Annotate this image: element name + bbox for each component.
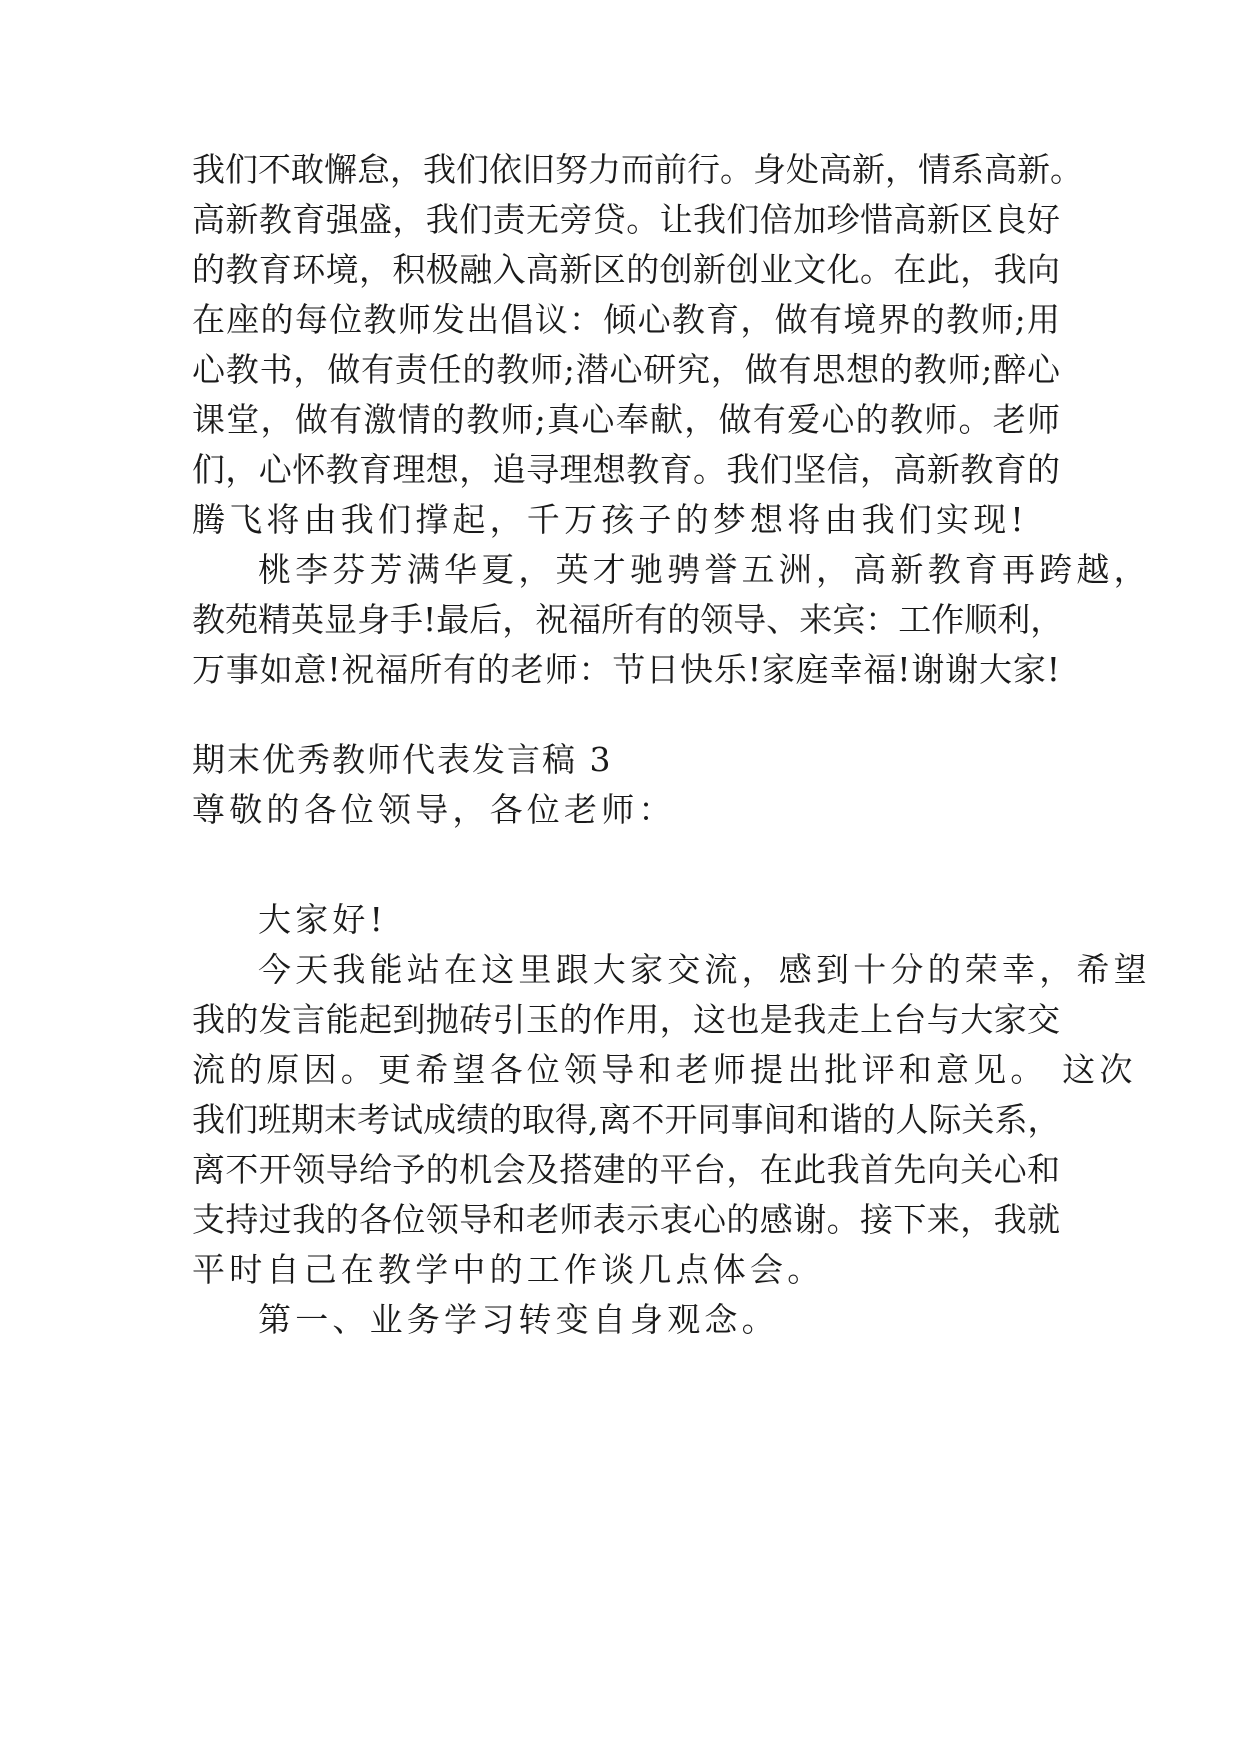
paragraph-line: 万事如意!祝福所有的老师：节日快乐!家庭幸福!谢谢大家! [192, 650, 1060, 689]
paragraph-line: 流的原因。更希望各位领导和老师提出批评和意见。 这次 [192, 1050, 1137, 1089]
paragraph-line: 离不开领导给予的机会及搭建的平台，在此我首先向关心和 [192, 1150, 1060, 1189]
paragraph-line: 我们班期末考试成绩的取得,离不开同事间和谐的人际关系， [192, 1100, 1061, 1139]
greeting: 大家好! [258, 900, 388, 939]
paragraph-line: 心教书，做有责任的教师;潜心研究，做有思想的教师;醉心 [192, 350, 1060, 389]
paragraph-line: 在座的每位教师发出倡议：倾心教育，做有境界的教师;用 [192, 300, 1060, 339]
paragraph-line: 们，心怀教育理想，追寻理想教育。我们坚信，高新教育的 [192, 450, 1060, 489]
paragraph-line: 腾飞将由我们撑起，千万孩子的梦想将由我们实现! [192, 500, 1028, 539]
paragraph-line: 教苑精英显身手!最后，祝福所有的领导、来宾：工作顺利， [192, 600, 1064, 639]
paragraph-line: 的教育环境，积极融入高新区的创新创业文化。在此，我向 [192, 250, 1060, 289]
paragraph-line: 课堂，做有激情的教师;真心奉献，做有爱心的教师。老师 [192, 400, 1060, 439]
paragraph-line: 支持过我的各位领导和老师表示衷心的感谢。接下来，我就 [192, 1200, 1060, 1239]
paragraph-line: 桃李芬芳满华夏，英才驰骋誉五洲，高新教育再跨越， [258, 550, 1151, 589]
paragraph-line: 我的发言能起到抛砖引玉的作用，这也是我走上台与大家交 [192, 1000, 1060, 1039]
point-heading: 第一、业务学习转变自身观念。 [258, 1300, 779, 1339]
paragraph-line: 平时自己在教学中的工作谈几点体会。 [192, 1250, 825, 1289]
section-title: 期末优秀教师代表发言稿 3 [192, 740, 613, 779]
paragraph-line: 高新教育强盛，我们责无旁贷。让我们倍加珍惜高新区良好 [192, 200, 1060, 239]
salutation: 尊敬的各位领导，各位老师： [192, 790, 676, 829]
paragraph-line: 我们不敢懈怠，我们依旧努力而前行。身处高新，情系高新。 [192, 150, 1083, 189]
paragraph-line: 今天我能站在这里跟大家交流，感到十分的荣幸，希望 [258, 950, 1151, 989]
